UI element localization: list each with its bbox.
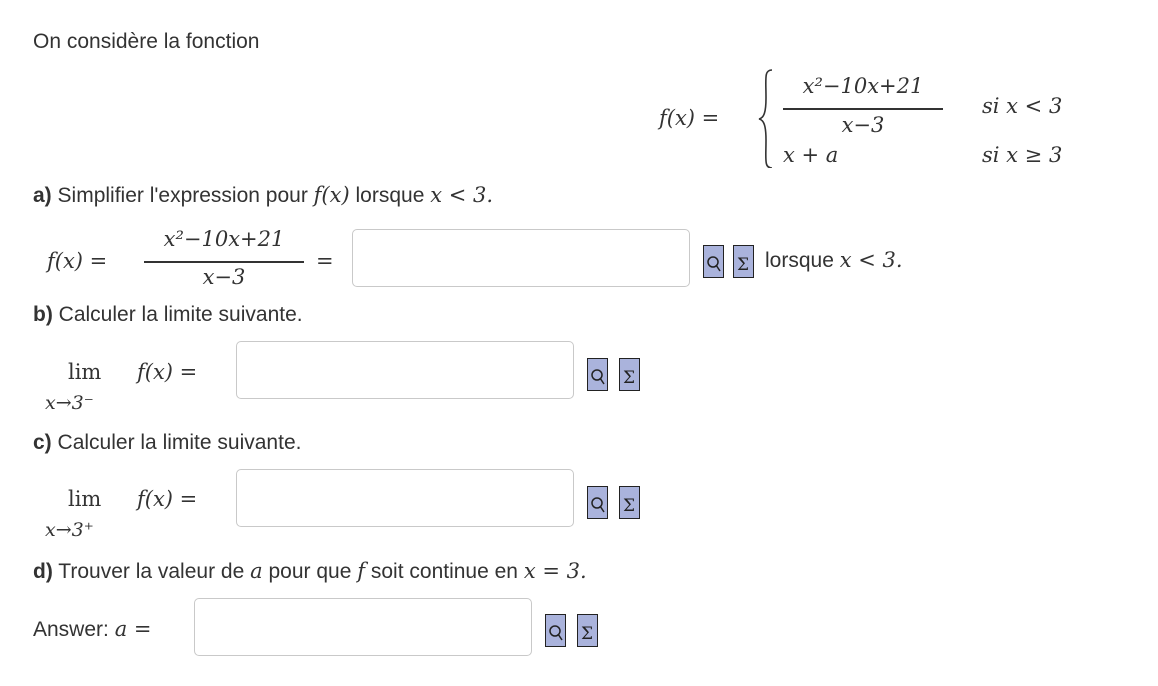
definition-lhs — [659, 106, 719, 130]
part-a-letter: a) — [33, 184, 52, 207]
part-c-lim: lim — [68, 487, 102, 511]
part-a-denominator: x−3 — [202, 265, 246, 289]
part-a-when: lorsque — [355, 184, 425, 207]
answer-var: a = — [114, 617, 152, 641]
answer-row-label — [33, 617, 152, 642]
preview-icon-d[interactable] — [545, 614, 566, 647]
part-d-answer-input[interactable] — [194, 598, 532, 656]
part-b-expr: f(x) = — [137, 360, 198, 384]
part-a-prompt — [33, 183, 493, 208]
preview-icon-a[interactable] — [703, 245, 724, 278]
part-c-letter: c) — [33, 431, 52, 454]
part-b-subscript: x→3⁻ — [45, 392, 94, 414]
part-a-after — [765, 248, 903, 273]
part-c-prompt — [33, 431, 301, 455]
svg-text:Σ: Σ — [581, 624, 594, 644]
part-c-answer-input[interactable] — [236, 469, 574, 527]
case1-fraction-bar — [783, 108, 943, 110]
equation-icon-c[interactable] — [619, 486, 640, 519]
part-a-eq-lhs: f(x) = — [47, 249, 108, 273]
part-b-answer-input[interactable] — [236, 341, 574, 399]
answer-label: Answer: — [33, 618, 109, 641]
svg-text:Σ: Σ — [737, 255, 750, 275]
case1-condition: si x < 3 — [982, 94, 1063, 118]
case2-expression: x + a — [783, 143, 839, 167]
part-d-text1: Trouver la valeur de — [58, 560, 245, 583]
case1-denominator: x−3 — [841, 113, 885, 137]
part-d-text2: pour que — [268, 560, 352, 583]
part-b-text: Calculer la limite suivante. — [58, 303, 303, 326]
part-c-expr: f(x) = — [137, 487, 198, 511]
preview-icon-c[interactable] — [587, 486, 608, 519]
part-b-lim: lim — [68, 360, 102, 384]
equation-icon-a[interactable] — [733, 245, 754, 278]
part-a-cond: x < 3. — [430, 183, 494, 207]
equation-icon-d[interactable] — [577, 614, 598, 647]
part-a-numerator: x²−10x+21 — [163, 227, 285, 251]
part-a-equals: = — [316, 249, 334, 273]
part-a-fraction-bar — [144, 261, 304, 263]
definition-lhs-text: f(x) = — [659, 106, 720, 130]
preview-icon-b[interactable] — [587, 358, 608, 391]
intro-text: On considère la fonction — [33, 30, 260, 53]
case1-numerator: x²−10x+21 — [802, 74, 924, 98]
part-a-after-word: lorsque — [765, 249, 834, 272]
part-b-letter: b) — [33, 303, 53, 326]
part-d-f: f — [357, 559, 366, 583]
part-d-prompt — [33, 559, 587, 584]
part-a-after-cond: x < 3. — [839, 248, 903, 272]
part-d-cond: x = 3. — [523, 559, 587, 583]
part-b-prompt — [33, 303, 303, 327]
part-a-answer-input[interactable] — [352, 229, 690, 287]
equation-icon-b[interactable] — [619, 358, 640, 391]
part-d-a: a — [250, 559, 263, 583]
part-c-subscript: x→3⁺ — [45, 519, 94, 541]
left-brace — [758, 68, 772, 168]
part-d-letter: d) — [33, 560, 53, 583]
part-a-text: Simplifier l'expression pour — [57, 184, 308, 207]
svg-text:Σ: Σ — [623, 368, 636, 388]
part-a-fx: f(x) — [313, 183, 350, 207]
part-d-text3: soit continue en — [370, 560, 518, 583]
part-c-text: Calculer la limite suivante. — [57, 431, 302, 454]
svg-text:Σ: Σ — [623, 496, 636, 516]
case2-condition: si x ≥ 3 — [982, 143, 1063, 167]
